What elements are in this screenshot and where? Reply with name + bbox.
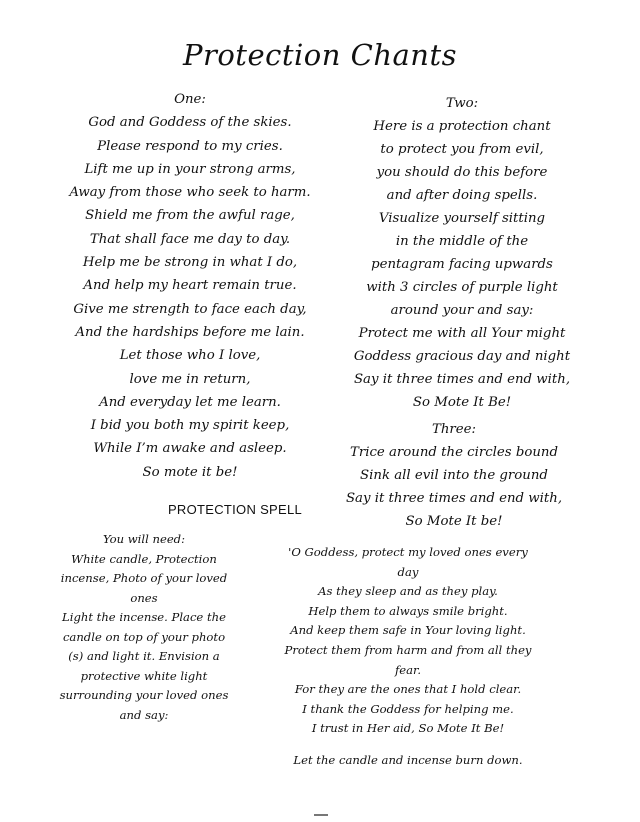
chant-one-line: And help my heart remain true.	[83, 278, 297, 294]
chant-two-line: and after doing spells.	[386, 188, 538, 203]
chant-three-line: Sink all evil into the ground	[360, 468, 548, 483]
chant-three	[302, 418, 606, 533]
spell-prayer-line: day	[397, 564, 419, 579]
spell-prayer	[262, 543, 554, 771]
spell-materials-line: White candle, Protection	[71, 551, 217, 566]
spell-materials	[46, 530, 242, 725]
spell-materials-line: Light the incense. Place the	[62, 610, 226, 624]
page-title: Protection Chants	[182, 38, 458, 72]
chant-one-line: So mote it be!	[142, 464, 238, 480]
chant-three-line: Trice around the circles bound	[349, 445, 558, 460]
spell-prayer-line: I trust in Her aid, So Mote It Be!	[311, 721, 505, 736]
spell-prayer-line: fear.	[394, 662, 422, 677]
spell-materials-line: ones	[130, 590, 158, 605]
chant-two-line: Goddess gracious day and night	[353, 349, 571, 364]
chant-two-line: with 3 circles of purple light	[366, 280, 558, 295]
chant-one	[40, 88, 340, 484]
chant-two-line: in the middle of the	[395, 234, 529, 249]
chant-two-line: Here is a protection chant	[373, 119, 551, 134]
spell-materials-line: protective white light	[80, 668, 208, 683]
chant-one-line: And everyday let me learn.	[99, 394, 281, 410]
chant-two-line: Say it three times and end with,	[353, 372, 571, 387]
spell-materials-line: (s) and light it. Envision a	[68, 649, 220, 663]
chant-one-line: And the hardships before me lain.	[75, 324, 305, 340]
chant-one-line: Shield me from the awful rage,	[85, 208, 295, 224]
spell-materials-line: surrounding your loved ones	[59, 688, 229, 702]
spell-materials-line: incense, Photo of your loved	[60, 571, 228, 585]
chant-one-line: While I’m awake and asleep.	[93, 441, 287, 457]
chant-one-line: Please respond to my cries.	[97, 138, 283, 154]
spell-prayer-line: Protect them from harm and from all they	[284, 642, 532, 657]
spell-materials-line: and say:	[119, 707, 169, 722]
chant-one-line: love me in return,	[129, 371, 251, 387]
chant-two-heading: Two:	[445, 96, 479, 111]
chant-three-heading: Three:	[431, 422, 476, 437]
spell-prayer-line: I thank the Goddess for helping me.	[302, 701, 514, 716]
chant-two-line: Protect me with all Your might	[358, 326, 566, 341]
spell-closing: Let the candle and incense burn down.	[293, 752, 523, 767]
spell-prayer-line: And keep them safe in Your loving light.	[290, 623, 526, 638]
spell-prayer-line: For they are the ones that I hold clear.	[294, 682, 522, 697]
chant-one-line: Away from those who seek to harm.	[69, 185, 311, 201]
page-mark	[314, 814, 328, 816]
chant-one-line: I bid you both my spirit keep,	[90, 418, 290, 434]
chant-two-line: you should do this before	[376, 165, 548, 180]
chant-three-line: Say it three times and end with,	[345, 491, 563, 506]
spell-materials-line: You will need:	[102, 532, 186, 546]
spell-heading: PROTECTION SPELL	[167, 502, 303, 517]
chant-one-line: Let those who I love,	[119, 348, 261, 364]
chant-one-line: Help me be strong in what I do,	[82, 255, 298, 271]
chant-one-line: Give me strength to face each day,	[73, 301, 307, 317]
chant-two-line: So Mote It Be!	[412, 395, 512, 410]
spell-prayer-line: Help them to always smile bright.	[308, 603, 508, 618]
chant-one-line: God and Goddess of the skies.	[88, 115, 292, 131]
chant-two-line: to protect you from evil,	[380, 142, 544, 157]
chant-three-line: So Mote It be!	[405, 514, 503, 529]
spell-materials-line: candle on top of your photo	[62, 629, 226, 644]
chant-two-line: around your and say:	[390, 303, 534, 318]
chant-one-line: Lift me up in your strong arms,	[84, 161, 296, 177]
spacer	[262, 739, 554, 751]
spell-prayer-line: As they sleep and as they play.	[318, 584, 498, 599]
chant-two	[312, 92, 612, 414]
chant-one-heading: One:	[174, 92, 206, 107]
spell-prayer-line: 'O Goddess, protect my loved ones every	[288, 545, 528, 559]
chant-two-line: pentagram facing upwards	[371, 257, 553, 272]
chant-one-line: That shall face me day to day.	[89, 231, 291, 247]
chant-two-line: Visualize yourself sitting	[378, 211, 546, 226]
